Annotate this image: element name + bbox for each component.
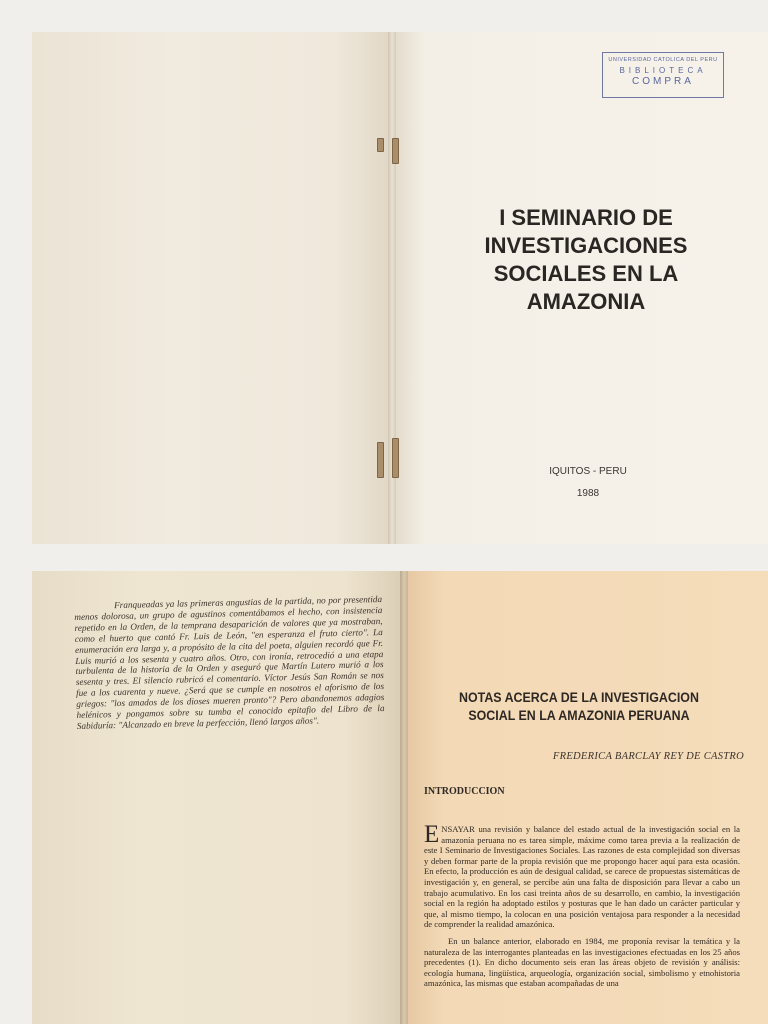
publication-year: 1988	[576, 488, 600, 499]
stamp-institution: UNIVERSIDAD CATOLICA DEL PERU	[608, 57, 718, 63]
book-title-line: I SEMINARIO DE	[499, 205, 673, 230]
article-title-line: NOTAS ACERCA DE LA INVESTIGACION	[459, 690, 699, 705]
library-stamp	[602, 52, 724, 98]
cover-left-page	[32, 32, 388, 544]
article-title-line: SOCIAL EN LA AMAZONIA PERUANA	[468, 708, 690, 723]
book-title-line: SOCIALES EN LA	[493, 261, 679, 286]
stamp-acquisition: COMPRA	[632, 76, 694, 87]
article-body	[424, 821, 740, 995]
left-page-text	[74, 594, 385, 732]
article-paragraph	[424, 821, 740, 930]
article-paragraph: En un balance anterior, elaborado en 1984, me proponía revisar la temática y la naturaleza de las interrogantes planteadas en las investigaciones efectuadas en los 25 años precedentes (1). En dicho documento seis eran las áreas objeto de revisión y análisis: ecología humana, lingüística, arqueología, organización social, simbolismo y etnohistoria amazónica, las mismas que estaban acompañadas de una	[424, 935, 740, 989]
article-paragraph-text: NSAYAR una revisión y balance del estado actual de la investigación social en la amazonía peruana no es tarea simple, máxime como tarea previa a la realización de este I Seminario de Investigaciones Sociales. Las razones de esta complejidad son diversas y deben formar parte de la propia revisión que me propongo hacer aquí para esta ocasión. En efecto, la producción es aún de desigual calidad, se carece de propuestas sistemáticas de investigación y, en general, se percibe aún una falta de disposición para llevar a cabo un trabajo acumulativo. En los casi treinta años de su desarrollo, en cambio, la investigación social en la región ha adoptado estilos y posturas que le han dado un carácter particular y que, al mismo tiempo, la colocan en una posición ventajosa para responder a la necesidad de comprender la realidad amazónica.	[424, 824, 740, 930]
staple-top-upper	[377, 138, 384, 152]
book-title-line: AMAZONIA	[526, 289, 646, 314]
inner-gutter	[400, 571, 408, 1024]
book-title	[432, 204, 740, 316]
article-author: FREDERICA BARCLAY REY DE CASTRO	[552, 751, 744, 762]
inner-spread-photo	[32, 571, 768, 1024]
left-page-paragraph: Franqueadas ya las primeras angustias de la partida, no por presentida menos dolorosa, un grupo de agustinos comentábamos el hecho, con insistencia repetido en la Orden, de la temprana desaparición de valores que ya mostraban, como el huerto que cantó Fr. Luis de León, "en esperanza el fruto cierto". La enumeración era larga y, a propósito de la cita del poeta, alguien recordó que Fr. Luis murió a los sesenta y cuatro años. Otro, con ironía, retrocedió a una etapa turbulenta de la historia de la Orden y aseguró que Martín Lutero murió a los sesenta y tres. El silencio rubricó el comentario. Víctor Jesús San Román se nos fue a los cuarenta y nueve. ¿Será que se cumple en nosotros el aforismo de los griegos: "los amados de los dioses mueren pronto"? Pero abandonemos adagios helénicos y pongamos sobre su tumba el conocido epitafio del Libro de la Sabiduría: "Alcanzado en breve la perfección, llenó largos años".	[74, 594, 385, 731]
section-heading: INTRODUCCION	[424, 786, 505, 797]
staple-top-lower	[377, 442, 384, 478]
drop-cap: E	[424, 821, 440, 848]
stamp-library: BIBLIOTECA	[619, 66, 707, 75]
staple-top-upper-2	[392, 138, 399, 164]
article-title	[431, 689, 727, 725]
book-title-line: INVESTIGACIONES	[484, 233, 688, 258]
publication-place: IQUITOS - PERU	[549, 466, 627, 477]
staple-top-lower-2	[392, 438, 399, 478]
cover-spread-photo	[32, 32, 768, 544]
